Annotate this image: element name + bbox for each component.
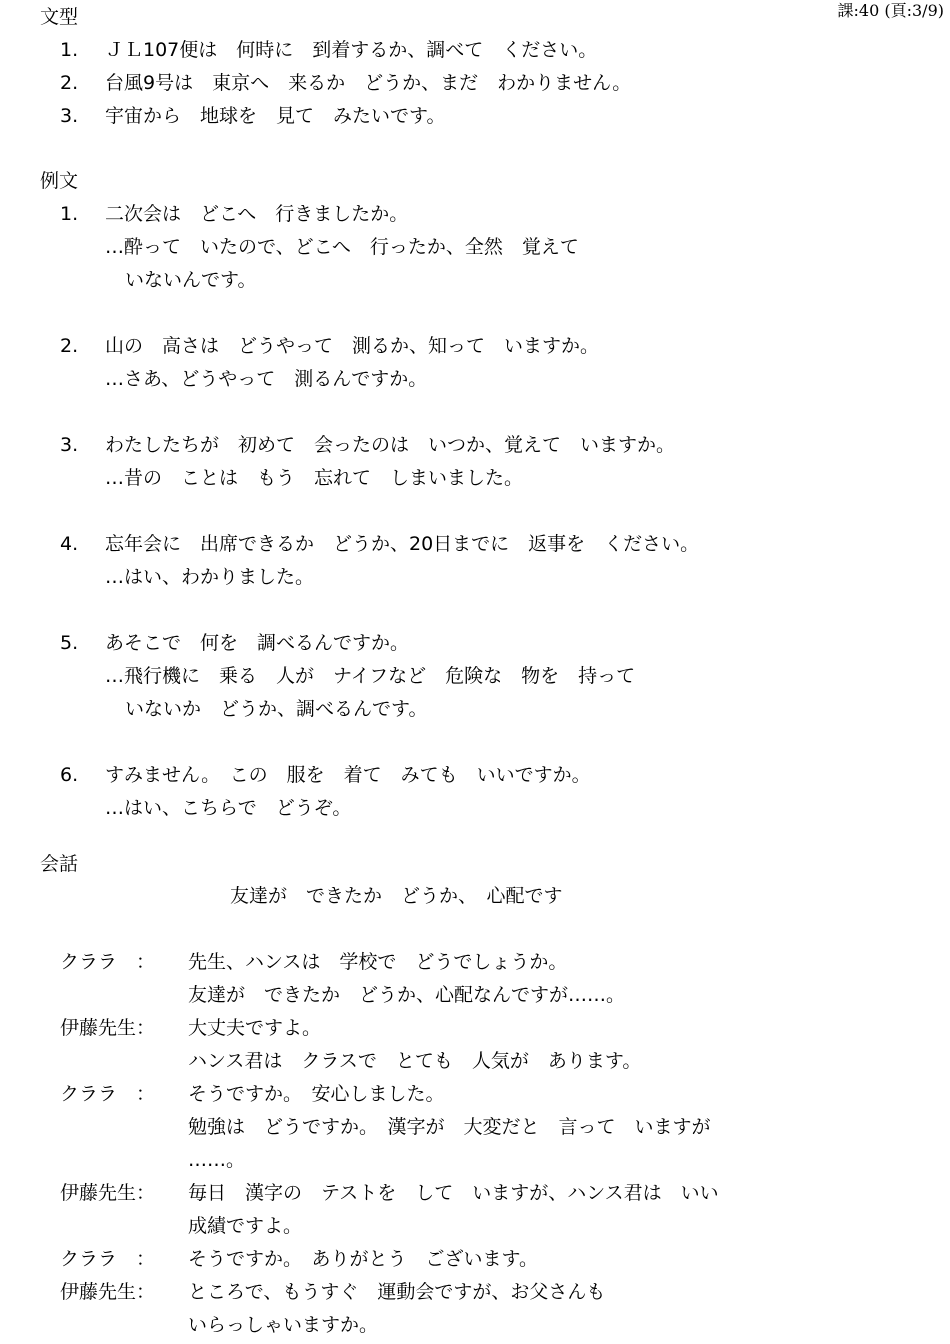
utterance-line: いらっしゃいますか。 bbox=[188, 1314, 379, 1336]
example-line: …はい、こちらで どうぞ。 bbox=[105, 797, 352, 819]
speaker-label: クララ ： bbox=[60, 1083, 156, 1105]
example-item bbox=[60, 198, 920, 297]
example-item bbox=[60, 627, 920, 726]
pattern-line: 台風9号は 東京へ 来るか どうか、まだ わかりません。 bbox=[105, 72, 632, 94]
utterance-line: ハンス君は クラスで とても 人気が あります。 bbox=[188, 1050, 642, 1072]
example-item bbox=[60, 429, 920, 495]
utterance-line: ところで、もうすぐ 運動会ですが、お父さんも bbox=[188, 1281, 606, 1303]
example-line: あそこで 何を 調べるんですか。 bbox=[105, 632, 410, 654]
item-number: 3. bbox=[60, 105, 79, 127]
item-number: 1. bbox=[60, 39, 79, 61]
example-item bbox=[60, 330, 920, 396]
example-line: …昔の ことは もう 忘れて しまいました。 bbox=[105, 467, 524, 489]
utterance-line: 大丈夫ですよ。 bbox=[188, 1017, 322, 1039]
example-line: 忘年会に 出席できるか どうか、20日までに 返事を ください。 bbox=[105, 533, 700, 555]
utterance-line: そうですか。 安心しました。 bbox=[188, 1083, 445, 1105]
conversation-body bbox=[60, 946, 920, 1342]
conversation-turn bbox=[60, 1177, 920, 1243]
speaker-label: クララ ： bbox=[60, 1248, 156, 1270]
item-number: 5. bbox=[60, 632, 79, 654]
example-line: わたしたちが 初めて 会ったのは いつか、覚えて いますか。 bbox=[105, 434, 676, 456]
conversation-turn bbox=[60, 1276, 920, 1342]
item-number: 1. bbox=[60, 203, 79, 225]
example-line: いないんです。 bbox=[125, 269, 257, 291]
example-item bbox=[60, 528, 920, 594]
sentence-patterns-list bbox=[60, 34, 920, 133]
example-line: 二次会は どこへ 行きましたか。 bbox=[105, 203, 409, 225]
pattern-item bbox=[60, 100, 920, 133]
item-number: 2. bbox=[60, 335, 79, 357]
utterance-line: 友達が できたか どうか、心配なんですが……。 bbox=[188, 984, 626, 1006]
conversation-turn bbox=[60, 1078, 920, 1177]
speaker-label: 伊藤先生： bbox=[60, 1017, 156, 1039]
pattern-line: ＪＬ107便は 何時に 到着するか、調べて ください。 bbox=[105, 39, 598, 61]
conversation-turn bbox=[60, 1243, 920, 1276]
example-line: …はい、わかりました。 bbox=[105, 566, 315, 588]
example-line: 山の 高さは どうやって 測るか、知って いますか。 bbox=[105, 335, 600, 357]
page-info: 課:40 (頁:3/9) bbox=[837, 1, 944, 20]
utterance-line: そうですか。 ありがとう ございます。 bbox=[188, 1248, 538, 1270]
utterance-line: 勉強は どうですか。 漢字が 大変だと 言って いますが bbox=[188, 1116, 711, 1138]
utterance-line: ……。 bbox=[188, 1149, 246, 1171]
item-number: 4. bbox=[60, 533, 79, 555]
example-line: …酔って いたので、どこへ 行ったか、全然 覚えて bbox=[105, 236, 579, 258]
sentence-patterns-heading: 文型 bbox=[40, 6, 79, 28]
utterance-line: 成績ですよ。 bbox=[188, 1215, 303, 1237]
conversation-title: 友達が できたか どうか、 心配です bbox=[230, 885, 563, 907]
example-line: すみません。 この 服を 着て みても いいですか。 bbox=[105, 764, 591, 786]
pattern-line: 宇宙から 地球を 見て みたいです。 bbox=[105, 105, 446, 127]
example-item bbox=[60, 759, 920, 825]
conversation-turn bbox=[60, 1012, 920, 1078]
speaker-label: 伊藤先生： bbox=[60, 1182, 156, 1204]
item-number: 6. bbox=[60, 764, 79, 786]
pattern-item bbox=[60, 67, 920, 100]
item-number: 3. bbox=[60, 434, 79, 456]
examples-heading: 例文 bbox=[40, 170, 79, 192]
item-number: 2. bbox=[60, 72, 79, 94]
pattern-item bbox=[60, 34, 920, 67]
examples-list bbox=[60, 198, 920, 858]
conversation-turn bbox=[60, 946, 920, 1012]
utterance-line: 毎日 漢字の テストを して いますが、ハンス君は いい bbox=[188, 1182, 719, 1204]
example-line: …さあ、どうやって 測るんですか。 bbox=[105, 368, 428, 390]
speaker-label: 伊藤先生： bbox=[60, 1281, 156, 1303]
example-line: …飛行機に 乗る 人が ナイフなど 危険な 物を 持って bbox=[105, 665, 636, 687]
example-line: いないか どうか、調べるんです。 bbox=[125, 698, 428, 720]
utterance-line: 先生、ハンスは 学校で どうでしょうか。 bbox=[188, 951, 568, 973]
conversation-heading: 会話 bbox=[40, 853, 79, 875]
speaker-label: クララ ： bbox=[60, 951, 156, 973]
